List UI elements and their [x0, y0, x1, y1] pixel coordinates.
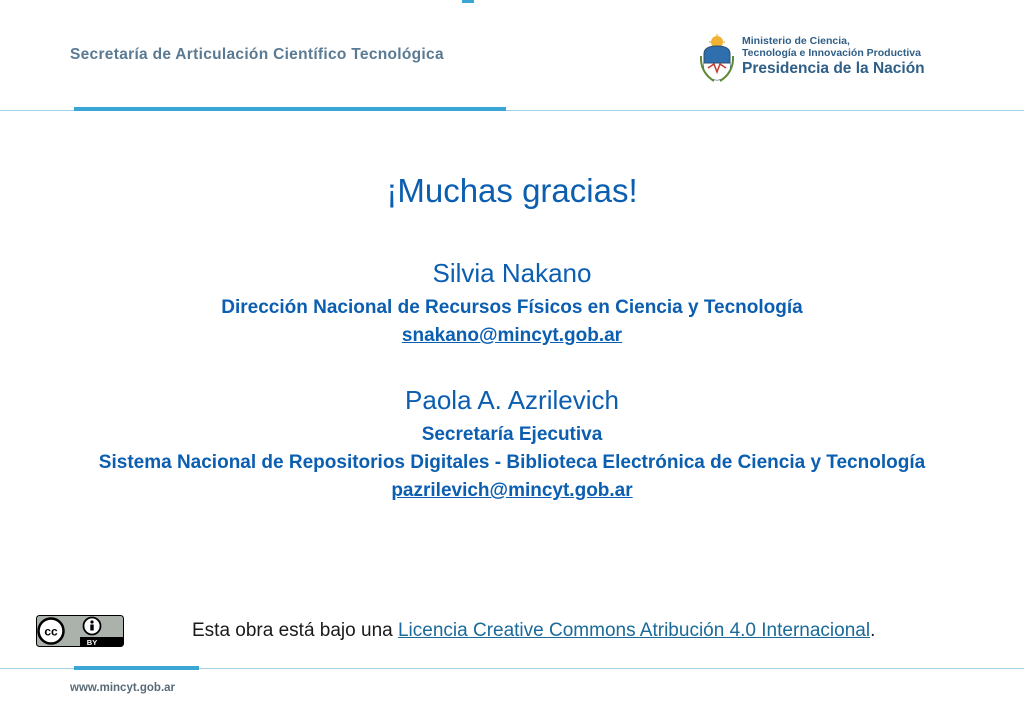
- speaker2-email-row: [0, 480, 1024, 502]
- license-link[interactable]: Licencia Creative Commons Atribución 4.0 Internacional: [397, 620, 871, 641]
- top-accent-tick: [462, 0, 474, 3]
- footer-url: www.mincyt.gob.ar: [70, 682, 176, 694]
- svg-text:cc: cc: [44, 624, 58, 639]
- license-suffix: .: [870, 620, 876, 641]
- license-prefix: Esta obra está bajo una: [192, 620, 398, 641]
- speaker1-email-link[interactable]: snakano@mincyt.gob.ar: [401, 325, 623, 346]
- license-statement: [192, 620, 875, 642]
- ministry-logo-line3: Presidencia de la Nación: [742, 60, 925, 77]
- ministry-logo: [700, 34, 960, 84]
- ministry-logo-line1: Ministerio de Ciencia,: [742, 35, 850, 47]
- ministry-logo-line2: Tecnología e Innovación Productiva: [742, 47, 921, 59]
- speaker2-role: Secretaría Ejecutiva: [421, 424, 603, 445]
- speaker1-name: Silvia Nakano: [432, 258, 592, 288]
- argentina-coat-of-arms-icon: [700, 34, 734, 82]
- header-accent-bar: [74, 107, 506, 111]
- footer-accent-bar: [74, 666, 199, 670]
- creative-commons-by-icon[interactable]: [36, 615, 124, 647]
- header-title: Secretaría de Articulación Científico Tecnológica: [70, 46, 444, 63]
- speaker2-organization: Sistema Nacional de Repositorios Digitales - Biblioteca Electrónica de Ciencia y Tecnología: [98, 452, 926, 473]
- speaker2-name: Paola A. Azrilevich: [405, 385, 619, 415]
- speaker1-email-row: [0, 325, 1024, 347]
- speaker1-department: Dirección Nacional de Recursos Físicos en Ciencia y Tecnología: [221, 297, 803, 318]
- thanks-heading: ¡Muchas gracias!: [386, 172, 638, 209]
- ministry-logo-text: [742, 35, 925, 79]
- cc-badge-label: BY: [86, 638, 98, 647]
- speaker2-email-link[interactable]: pazrilevich@mincyt.gob.ar: [391, 480, 633, 501]
